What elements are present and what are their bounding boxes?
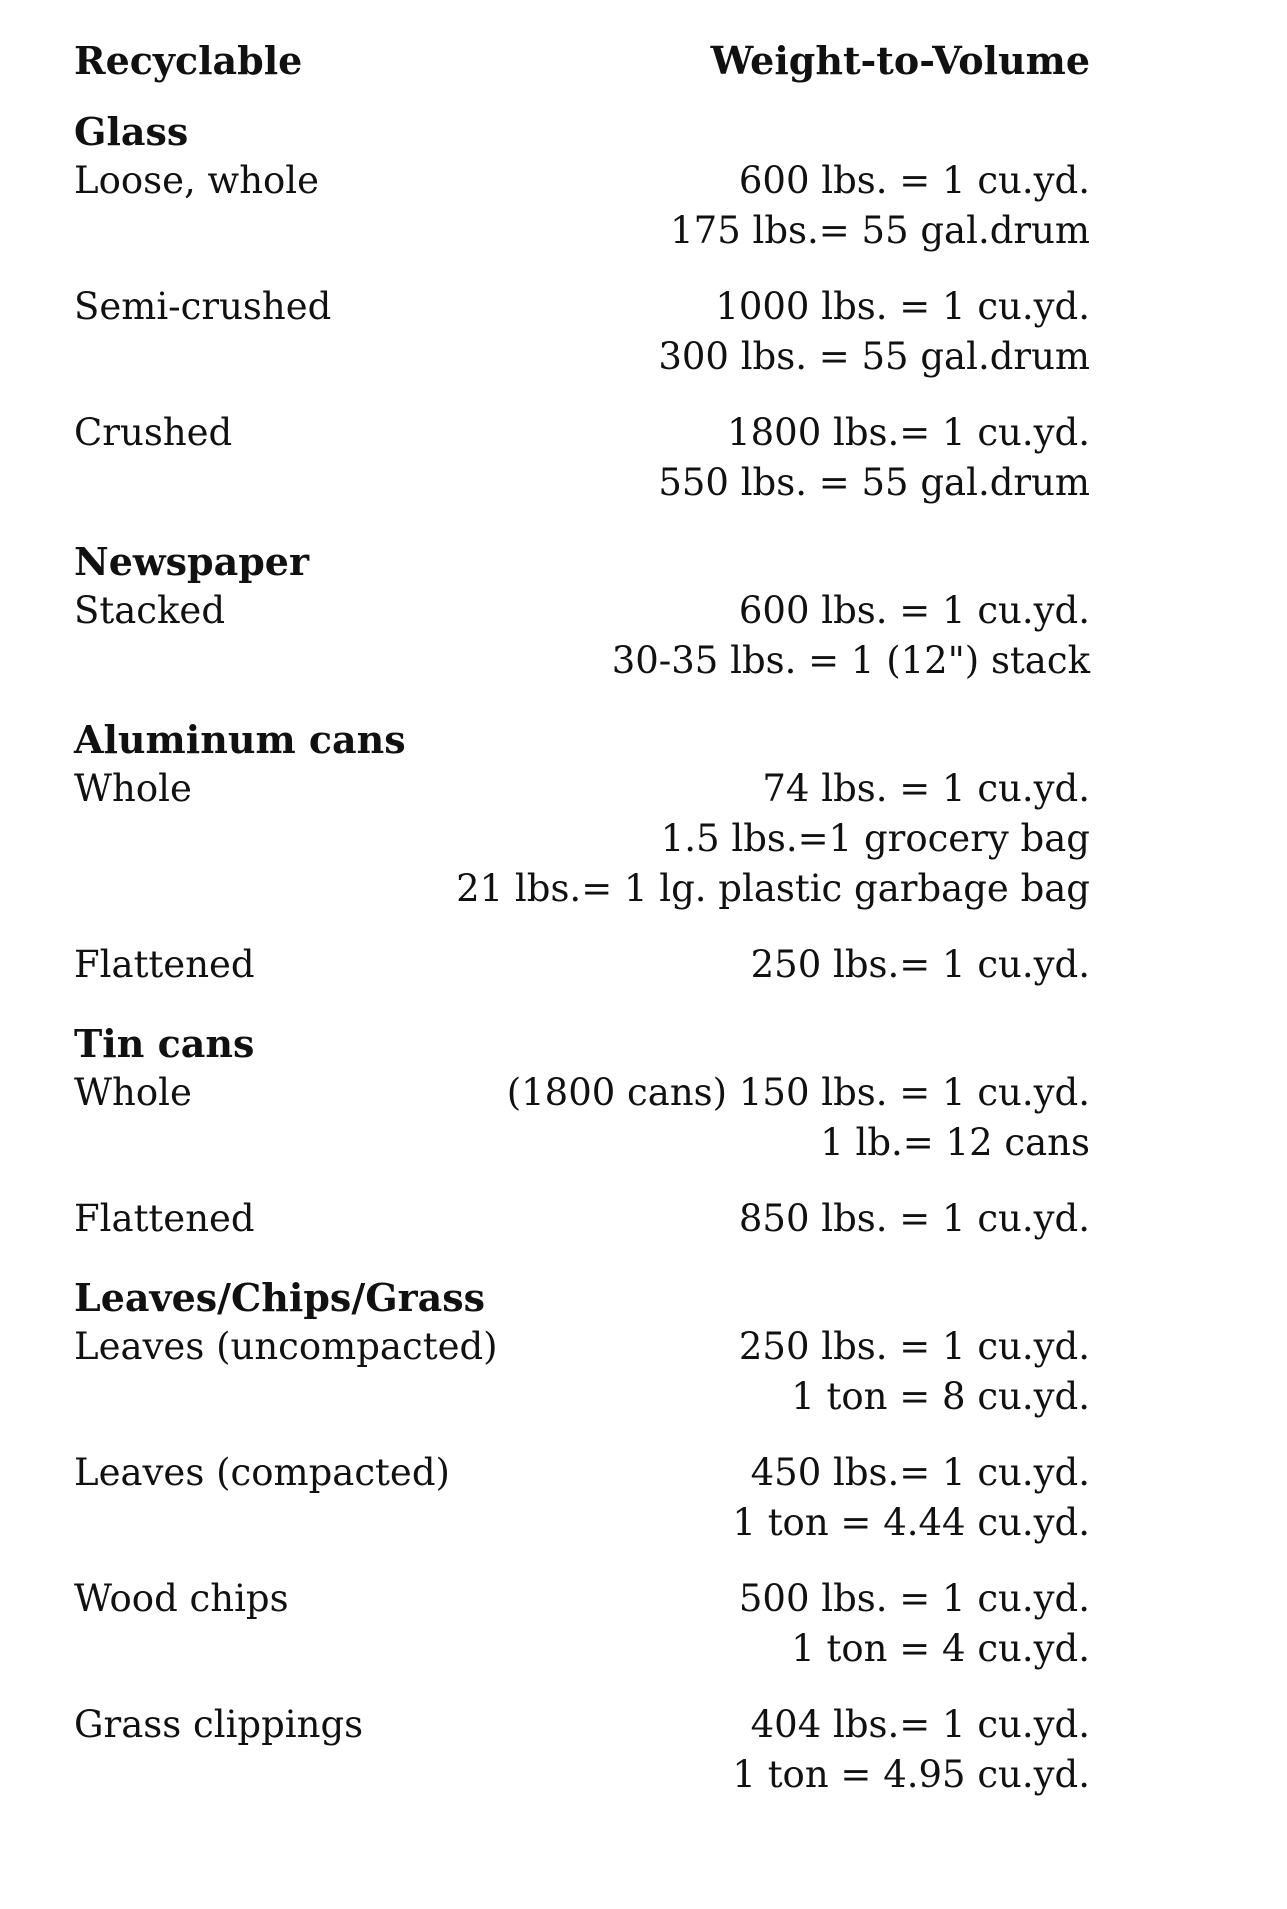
- weight-volume-value: 1 ton = 4.95 cu.yd.: [732, 1753, 1090, 1796]
- item-values: [739, 1194, 1090, 1244]
- weight-volume-value: 21 lbs.= 1 lg. plastic garbage bag: [456, 867, 1090, 910]
- weight-volume-value: 300 lbs. = 55 gal.drum: [658, 335, 1090, 378]
- item-values: [456, 764, 1090, 914]
- weight-volume-value: 74 lbs. = 1 cu.yd.: [762, 767, 1090, 810]
- section-title: Leaves/Chips/Grass: [74, 1275, 486, 1320]
- section-title: Newspaper: [74, 539, 309, 584]
- item-values: [658, 282, 1090, 382]
- item-label: Stacked: [74, 589, 225, 632]
- weight-volume-value: 450 lbs.= 1 cu.yd.: [750, 1451, 1090, 1494]
- weight-volume-value: 600 lbs. = 1 cu.yd.: [738, 589, 1090, 632]
- weight-volume-value: 1 lb.= 12 cans: [820, 1121, 1090, 1164]
- item-label: Whole: [74, 1071, 192, 1114]
- item-values: [670, 156, 1090, 256]
- weight-volume-value: 600 lbs. = 1 cu.yd.: [738, 159, 1090, 202]
- item-label: Flattened: [74, 1197, 255, 1240]
- section-title: Glass: [74, 109, 189, 154]
- weight-volume-value: 1 ton = 4 cu.yd.: [791, 1627, 1090, 1670]
- table-row: [74, 1322, 1090, 1422]
- weight-volume-value: 404 lbs.= 1 cu.yd.: [750, 1703, 1090, 1746]
- weight-volume-value: 500 lbs. = 1 cu.yd.: [738, 1577, 1090, 1620]
- table-row: [74, 1068, 1090, 1168]
- item-label: Leaves (uncompacted): [74, 1325, 498, 1368]
- item-values: [507, 1068, 1090, 1168]
- item-label: Crushed: [74, 411, 233, 454]
- item-label: Semi-crushed: [74, 285, 332, 328]
- section-title: Aluminum cans: [74, 717, 406, 762]
- weight-volume-value: 850 lbs. = 1 cu.yd.: [738, 1197, 1090, 1240]
- item-label: Leaves (compacted): [74, 1451, 450, 1494]
- item-values: [732, 1700, 1090, 1800]
- weight-volume-value: 30-35 lbs. = 1 (12") stack: [611, 639, 1090, 682]
- sections-container: [74, 108, 1090, 1800]
- table-row: [74, 940, 1090, 990]
- item-values: [739, 1322, 1090, 1422]
- table-row: [74, 282, 1090, 382]
- weight-volume-value: 250 lbs. = 1 cu.yd.: [738, 1325, 1090, 1368]
- table-row: [74, 586, 1090, 686]
- section-leaves-chips-grass: [74, 1274, 1090, 1800]
- table-header: [74, 36, 1090, 86]
- item-label: Loose, whole: [74, 159, 320, 202]
- table-row: [74, 408, 1090, 508]
- table-row: [74, 1448, 1090, 1548]
- table-row: [74, 156, 1090, 256]
- item-values: [751, 940, 1090, 990]
- table-row: [74, 1700, 1090, 1800]
- weight-volume-value: 1000 lbs. = 1 cu.yd.: [715, 285, 1090, 328]
- item-label: Flattened: [74, 943, 255, 986]
- weight-volume-value: 1 ton = 8 cu.yd.: [791, 1375, 1090, 1418]
- item-values: [739, 1574, 1090, 1674]
- item-label: Whole: [74, 767, 192, 810]
- weight-volume-value: 175 lbs.= 55 gal.drum: [670, 209, 1090, 252]
- section-tin-cans: [74, 1020, 1090, 1244]
- weight-volume-value: 1.5 lbs.=1 grocery bag: [660, 817, 1090, 860]
- table-row: [74, 1574, 1090, 1674]
- item-values: [658, 408, 1090, 508]
- header-recyclable: Recyclable: [74, 38, 303, 83]
- weight-volume-value: 550 lbs. = 55 gal.drum: [658, 461, 1090, 504]
- weight-volume-value: 250 lbs.= 1 cu.yd.: [750, 943, 1090, 986]
- recyclables-table: [74, 36, 1090, 1800]
- item-values: [732, 1448, 1090, 1548]
- section-glass: [74, 108, 1090, 508]
- weight-volume-value: (1800 cans) 150 lbs. = 1 cu.yd.: [506, 1071, 1090, 1114]
- weight-volume-value: 1800 lbs.= 1 cu.yd.: [727, 411, 1090, 454]
- weight-volume-value: 1 ton = 4.44 cu.yd.: [732, 1501, 1090, 1544]
- section-newspaper: [74, 538, 1090, 686]
- item-label: Wood chips: [74, 1577, 289, 1620]
- table-row: [74, 1194, 1090, 1244]
- section-title: Tin cans: [74, 1021, 255, 1066]
- section-aluminum-cans: [74, 716, 1090, 990]
- item-values: [612, 586, 1090, 686]
- table-row: [74, 764, 1090, 914]
- item-label: Grass clippings: [74, 1703, 364, 1746]
- header-weight-to-volume: Weight-to-Volume: [710, 38, 1090, 83]
